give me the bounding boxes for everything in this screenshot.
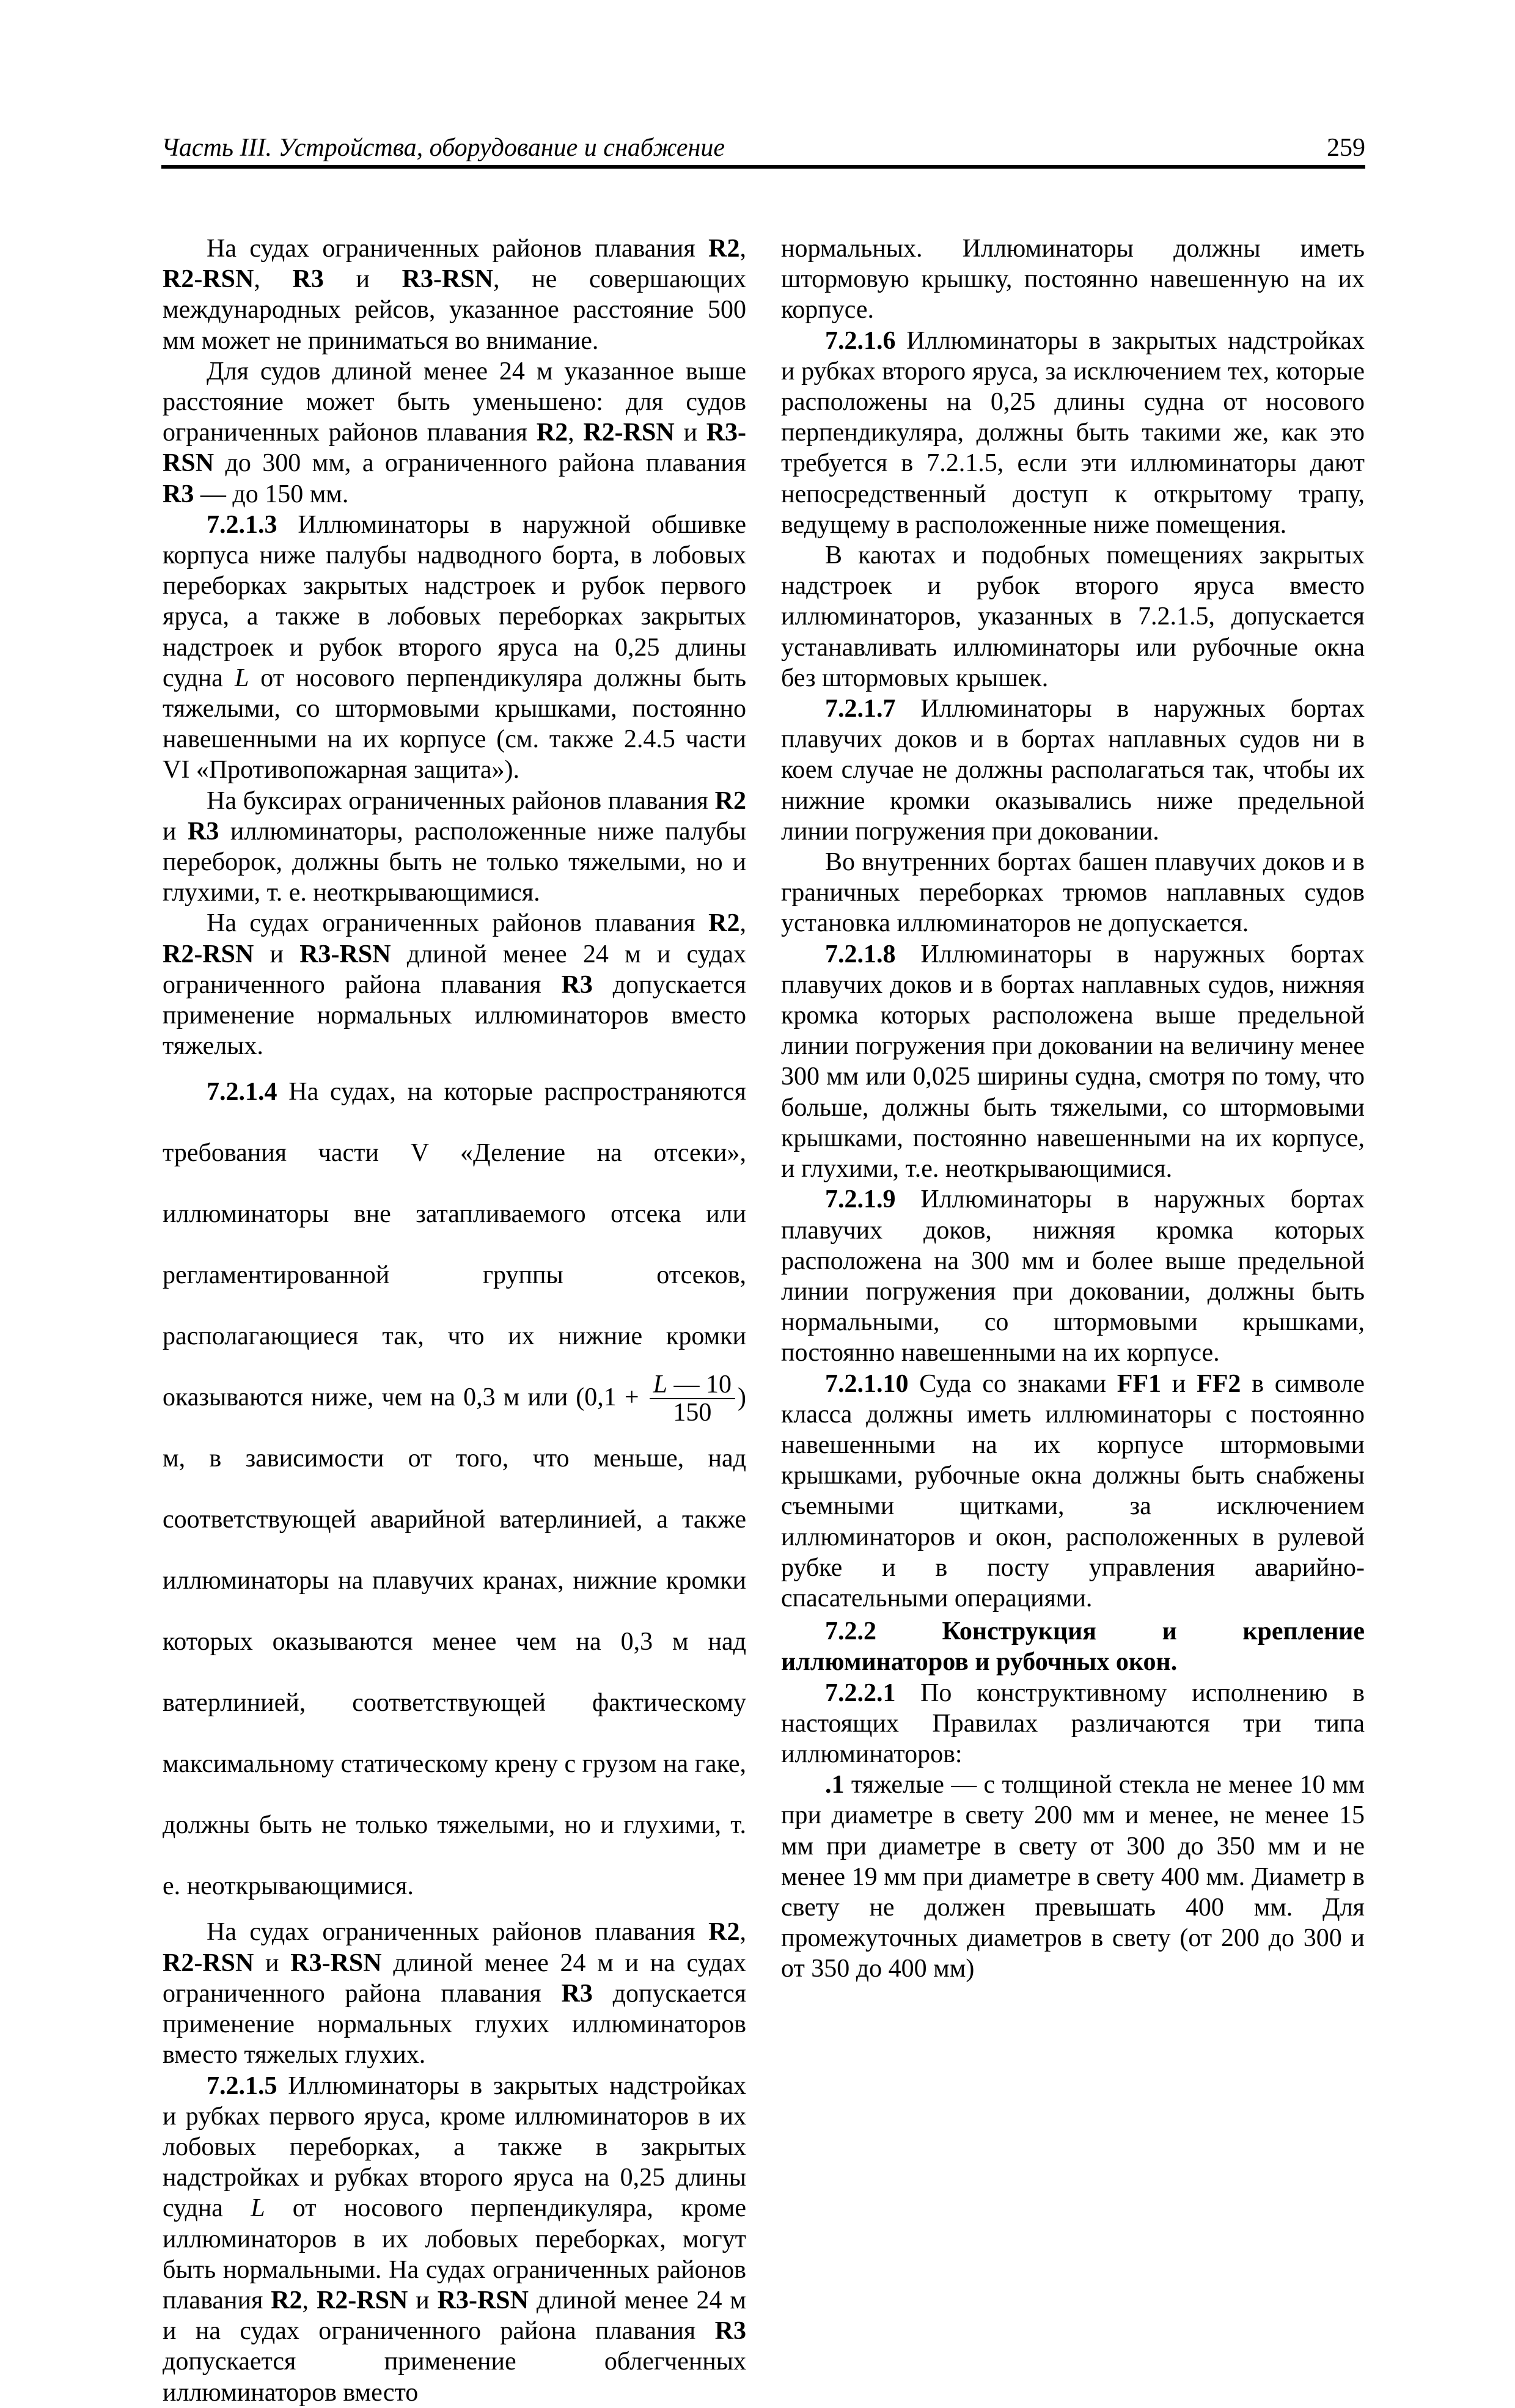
text-run: На судах, на которые распространяются требования части V «Деление на отсеки», иллюминаторы вне затапливаемого отсека или регламентированной группы отсеков, располагающиеся так, что их нижние кромки оказываются ниже, чем на 0,3 м или (0,1 + <box>163 1078 746 1412</box>
text-run: и <box>674 419 706 447</box>
italic-text: L <box>251 2194 265 2223</box>
bold-text: R2-RSN <box>163 265 254 294</box>
text-run: На судах ограниченных районов плавания <box>207 235 709 263</box>
formula-fraction <box>650 1371 735 1426</box>
paragraph <box>163 2071 746 2408</box>
text-run: — до 150 мм. <box>194 480 349 508</box>
text-run: Суда со знаками <box>908 1369 1117 1398</box>
text-run: допускается применение облегченных иллюминаторов вместо <box>163 2348 746 2407</box>
text-run: Во внутренних бортах башен плавучих доков и в граничных переборках трюмов наплавных судов установка иллюминаторов не допускается. <box>781 848 1365 938</box>
bold-text: FF2 <box>1197 1369 1241 1398</box>
text-run: и <box>1161 1369 1197 1398</box>
bold-text: 7.2.1.3 <box>207 510 277 539</box>
text-run: и <box>254 1949 291 1977</box>
text-run: допускается применение нормальных глухих иллюминаторов вместо тяжелых глухих. <box>163 1979 746 2069</box>
paragraph <box>163 1061 746 1917</box>
bold-text: 7.2.1.8 <box>825 940 896 968</box>
bold-text: R3 <box>561 970 593 999</box>
text-run: Для судов длиной менее 24 м указанное выше расстояние может быть уменьшено: для судов ограниченных районов плавания <box>163 357 746 447</box>
paragraph <box>781 1184 1365 1368</box>
text-run: , <box>568 419 584 447</box>
paragraph <box>781 540 1365 693</box>
header-title: Часть III. Устройства, оборудование и снабжение <box>161 134 725 162</box>
bold-text: R2-RSN <box>316 2286 408 2315</box>
bold-text: 7.2.1.5 <box>207 2071 277 2100</box>
variable: L <box>653 1370 667 1399</box>
bold-text: 7.2.1.4 <box>207 1078 277 1107</box>
bold-text: 7.2.2 Конструкция и крепление иллюминаторов и рубочных окон. <box>781 1617 1365 1677</box>
paragraph <box>163 908 746 1061</box>
bold-text: R3 <box>561 1979 593 2008</box>
text-run: Иллюминаторы в наружных бортах плавучих доков и в бортах наплавных судов ни в коем случае не должны располагаться так, чтобы их нижние кромки оказывались ниже предельной линии погружения при доковании. <box>781 695 1365 846</box>
paragraph <box>781 1769 1365 1984</box>
italic-text: L <box>234 664 249 692</box>
bold-text: R3-RSN <box>163 419 747 478</box>
bold-text: R3-RSN <box>290 1949 382 1977</box>
bold-text: R3 <box>714 2317 746 2346</box>
text-run: , <box>302 2286 317 2315</box>
running-header <box>161 127 1365 169</box>
text-run: , не совершающих международных рейсов, указанное расстояние 500 мм может не приниматься во внимание. <box>163 265 747 355</box>
text-run: Иллюминаторы в наружных бортах плавучих доков, нижняя кромка которых расположена на 300 мм и более выше предельной линии погружения при доковании, должны быть нормальными, со штормовыми крышками, постоянно навешенными на их корпусе. <box>781 1185 1365 1367</box>
paragraph <box>163 1917 746 2070</box>
page-number: 259 <box>1327 134 1365 162</box>
text-run: Иллюминаторы в наружных бортах плавучих доков и в бортах наплавных судов, нижняя кромка которых расположена выше предельной линии погружения при доковании на величину менее 300 мм или 0,025 ширины судна, смотря по тому, что больше, должны быть тяжелыми, со штормовыми крышками, постоянно навешенными на их корпусе, и глухими, т.е. неоткрывающимися. <box>781 940 1365 1184</box>
bold-text: 7.2.1.9 <box>825 1185 896 1214</box>
bold-text: R2 <box>714 786 746 815</box>
paragraph <box>163 786 746 909</box>
paragraph <box>781 693 1365 847</box>
bold-text: R2-RSN <box>163 940 254 968</box>
text-run: и <box>163 817 188 846</box>
paragraph <box>781 847 1365 939</box>
bold-text: R3-RSN <box>402 265 494 294</box>
paragraph <box>781 1678 1365 1770</box>
right-column <box>781 233 1365 1985</box>
left-column <box>163 233 746 2408</box>
paragraph <box>781 1616 1365 1677</box>
paragraph <box>781 326 1365 540</box>
text-run: нормальных. Иллюминаторы должны иметь штормовую крышку, постоянно навешенную на их корпусе. <box>781 235 1365 324</box>
bold-text: R3 <box>188 817 219 846</box>
bold-text: R2 <box>708 235 740 263</box>
paragraph <box>781 939 1365 1185</box>
text-run: от носового перпендикуляра должны быть тяжелыми, со штормовыми крышками, постоянно навешенными на их корпусе (см. также 2.4.5 части VI «Противопожарная защита»). <box>163 664 747 785</box>
text-run: На судах ограниченных районов плавания <box>207 909 709 938</box>
text-run: и <box>408 2286 438 2315</box>
text-run: длиной менее 24 м и на судах ограниченного района плавания <box>163 1949 746 2008</box>
text-run: На судах ограниченных районов плавания <box>207 1918 709 1947</box>
text-run: от носового перпендикуляра, кроме иллюминаторов в их лобовых переборках, могут быть нормальными. На судах ограниченных районов плавания <box>163 2194 746 2315</box>
bold-text: .1 <box>825 1771 845 1799</box>
paragraph <box>781 233 1365 326</box>
numerator-rest: — 10 <box>667 1370 732 1399</box>
bold-text: 7.2.2.1 <box>825 1678 896 1707</box>
text-run: тяжелые — с толщиной стекла не менее 10 мм при диаметре в свету 200 мм и менее, не менее 15 мм при диаметре в свету от 300 до 350 мм и не менее 19 мм при диаметре в свету 400 мм. Диаметр в свету не должен превышать 400 мм. Для промежуточных диаметров в свету (от 200 до 300 и от 350 до 400 мм) <box>781 1771 1365 1983</box>
bold-text: R2 <box>708 1918 740 1947</box>
bold-text: FF1 <box>1117 1369 1162 1398</box>
text-run: длиной менее 24 м и на судах ограниченного района плавания <box>163 2286 746 2346</box>
text-run: допускается применение нормальных иллюминаторов вместо тяжелых. <box>163 970 746 1061</box>
bold-text: R2 <box>536 419 568 447</box>
bold-text: R3 <box>163 480 194 508</box>
bold-text: 7.2.1.6 <box>825 326 896 355</box>
fraction-numerator <box>650 1371 735 1399</box>
bold-text: R2-RSN <box>583 419 675 447</box>
text-run: и <box>254 940 300 968</box>
text-run: Иллюминаторы в наружной обшивке корпуса ниже палубы надводного борта, в лобовых переборках закрытых надстроек и рубок первого яруса, а также в лобовых переборках закрытых надстроек и рубок второго яруса на 0,25 длины судна <box>163 510 746 692</box>
text-run: ) м, в зависимости от того, что меньше, над соответствующей аварийной ватерлинией, а также иллюминаторы на плавучих кранах, нижние кромки которых оказываются менее чем на 0,3 м над ватерлинией, соответствующей фактическому максимальному статическому крену с грузом на гаке, должны быть не только тяжелыми, но и глухими, т. е. неоткрывающимися. <box>163 1383 746 1901</box>
text-run: до 300 мм, а ограниченного района плавания <box>214 449 746 478</box>
text-run: , <box>739 909 746 938</box>
text-run: В каютах и подобных помещениях закрытых надстроек и рубок второго яруса вместо иллюминаторов, указанных в 7.2.1.5, допускается устанавливать иллюминаторы или рубочные окна без штормовых крышек. <box>781 541 1365 692</box>
fraction-denominator: 150 <box>673 1398 712 1427</box>
bold-text: R3-RSN <box>299 940 391 968</box>
bold-text: R2 <box>708 909 740 938</box>
text-run: На буксирах ограниченных районов плавания <box>207 786 715 815</box>
text-run: в символе класса должны иметь иллюминаторы с постоянно навешенными на их корпусе штормовыми крышками, рубочные окна должны быть снабжены съемными щитками, за исключением иллюминаторов и окон, расположенных в рулевой рубке и в посту управления аварийно-спасательными операциями. <box>781 1369 1365 1612</box>
paragraph <box>163 233 746 356</box>
bold-text: R2 <box>271 2286 303 2315</box>
paragraph <box>163 510 746 786</box>
bold-text: 7.2.1.10 <box>825 1369 909 1398</box>
text-run: и <box>323 265 402 294</box>
text-run: По конструктивному исполнению в настоящих Правилах различаются три типа иллюминаторов: <box>781 1678 1365 1768</box>
bold-text: R2-RSN <box>163 1949 254 1977</box>
text-run: , <box>739 1918 746 1947</box>
paragraph <box>163 356 746 510</box>
text-run: иллюминаторы, расположенные ниже палубы переборок, должны быть не только тяжелыми, но и глухими, т. е. неоткрывающимися. <box>163 817 746 907</box>
paragraph <box>781 1369 1365 1614</box>
text-run: , <box>739 235 746 263</box>
bold-text: R3-RSN <box>437 2286 529 2315</box>
text-run: Иллюминаторы в закрытых надстройках и рубках первого яруса, кроме иллюминаторов в их лобовых переборках, а также в закрытых надстройках и рубках второго яруса на 0,25 длины судна <box>163 2071 746 2223</box>
bold-text: 7.2.1.7 <box>825 695 896 723</box>
text-run: длиной менее 24 м и судах ограниченного района плавания <box>163 940 746 999</box>
text-run: , <box>254 265 293 294</box>
text-run: Иллюминаторы в закрытых надстройках и рубках второго яруса, за исключением тех, которые расположены на 0,25 длины судна от носового перпендикуляра, должны быть такими же, как это требуется в 7.2.1.5, если эти иллюминаторы дают непосредственный доступ к открытому трапу, ведущему в расположенные ниже помещения. <box>781 326 1365 539</box>
bold-text: R3 <box>292 265 324 294</box>
